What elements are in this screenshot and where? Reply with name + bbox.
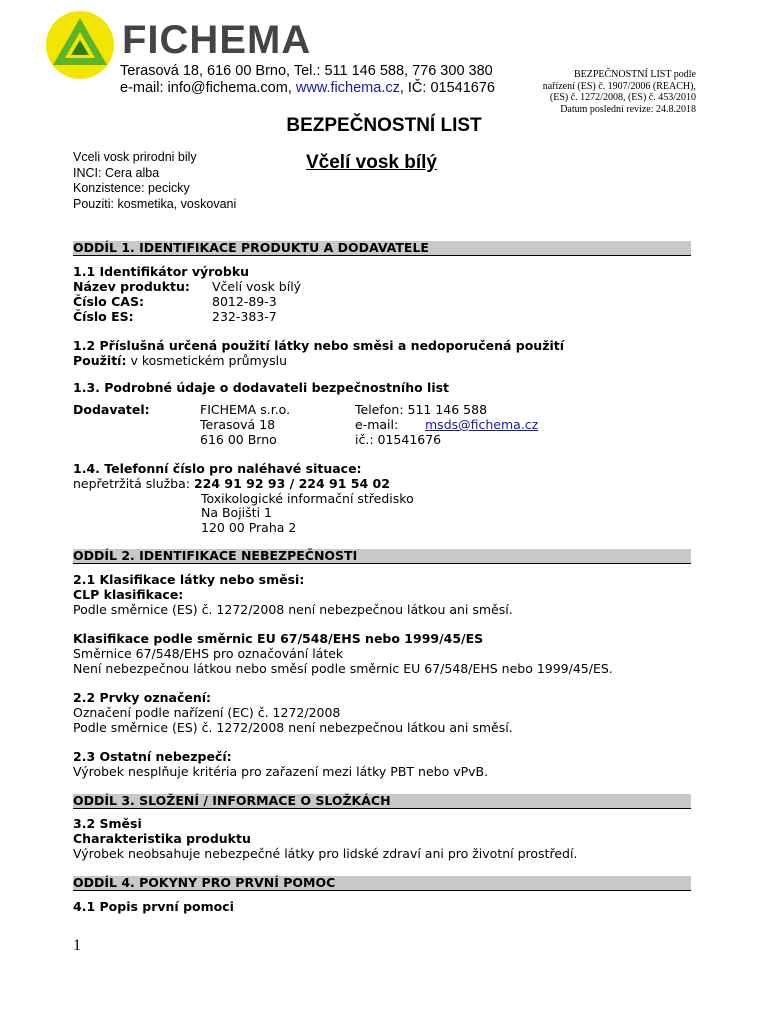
section-3-header: ODDÍL 3. SLOŽENÍ / INFORMACE O SLOŽKÁCH (73, 794, 691, 809)
product-title: Včelí vosk bílý (306, 152, 437, 173)
page-number: 1 (73, 937, 81, 954)
use-value: v kosmetickém průmyslu (126, 353, 287, 368)
regulation-line: nařízení (ES) č. 1907/2006 (REACH), (542, 80, 696, 92)
product-info (73, 150, 236, 212)
product-info-line: Vceli vosk prirodni bily (73, 150, 197, 164)
document-title: BEZPEČNOSTNÍ LIST (286, 115, 482, 136)
revision-date: Datum poslední revize: 24.8.2018 (560, 103, 696, 115)
supplier-city: 616 00 Brno (200, 432, 277, 447)
use-line (73, 353, 287, 368)
characteristics-heading: Charakteristika produktu (73, 831, 251, 846)
eu-line: Směrnice 67/548/EHS pro označování látek (73, 646, 344, 661)
product-info-line: INCI: Cera alba (73, 165, 160, 180)
other-hazards-text: Výrobek nesplňuje kritéria pro zařazení mezi látky PBT nebo vPvB. (73, 764, 489, 779)
emergency-line (73, 476, 390, 491)
website-link[interactable]: www.fichema.cz (295, 80, 400, 96)
emergency-numbers: 224 91 92 93 / 224 91 54 02 (193, 476, 390, 491)
brand-name: FICHEMA (122, 18, 312, 62)
supplier-name: FICHEMA s.r.o. (200, 402, 291, 417)
heading-1-4: 1.4. Telefonní číslo pro naléhavé situace: (73, 461, 362, 476)
label-line: Označení podle nařízení (EC) č. 1272/2008 (73, 705, 341, 720)
section-2-header: ODDÍL 2. IDENTIFIKACE NEBEZPEČNOSTI (73, 549, 691, 564)
heading-4-1: 4.1 Popis první pomoci (73, 899, 234, 914)
email-text: e-mail: info@fichema.com, (120, 80, 296, 96)
heading-1-2: 1.2 Příslušná určená použití látky nebo směsi a nedoporučená použití (73, 338, 565, 353)
es-value: 232-383-7 (212, 309, 277, 324)
heading-2-3: 2.3 Ostatní nebezpečí: (73, 749, 232, 764)
tox-center-name: Toxikologické informační středisko (201, 491, 414, 506)
clp-text: Podle směrnice (ES) č. 1272/2008 není nebezpečnou látkou ani směsí. (73, 602, 513, 617)
supplier-email-label: e-mail: (355, 417, 399, 432)
fichema-logo (45, 10, 115, 80)
supplier-phone: Telefon: 511 146 588 (355, 402, 488, 417)
supplier-email-link[interactable]: msds@fichema.cz (425, 417, 539, 432)
tox-center-street: Na Bojišti 1 (201, 505, 272, 520)
emergency-label: nepřetržitá služba: (73, 476, 190, 491)
es-label: Číslo ES: (73, 309, 134, 324)
heading-2-2: 2.2 Prvky označení: (73, 690, 212, 705)
label-line: Podle směrnice (ES) č. 1272/2008 není nebezpečnou látkou ani směsí. (73, 720, 513, 735)
product-name-label: Název produktu: (73, 279, 190, 294)
regulation-line: BEZPEČNOSTNÍ LIST podle (573, 69, 696, 80)
heading-1-3: 1.3. Podrobné údaje o dodavateli bezpečnostního list (73, 380, 450, 395)
product-info-line: Konzistence: pecicky (73, 181, 190, 195)
regulation-note (543, 69, 696, 115)
supplier-street: Terasová 18 (200, 417, 276, 432)
product-name-value: Včelí vosk bílý (212, 279, 302, 294)
ico-text: , IČ: 01541676 (399, 80, 495, 96)
heading-2-1: 2.1 Klasifikace látky nebo směsi: (73, 572, 305, 587)
supplier-label: Dodavatel: (73, 402, 150, 417)
regulation-line: (ES) č. 1272/2008, (ES) č. 453/2010 (549, 92, 696, 103)
product-info-line: Pouziti: kosmetika, voskovani (73, 196, 237, 211)
section-4-header: ODDÍL 4. POKYNY PRO PRVNÍ POMOC (73, 876, 691, 891)
cas-value: 8012-89-3 (212, 294, 277, 309)
tox-center-city: 120 00 Praha 2 (201, 520, 297, 535)
clp-heading: CLP klasifikace: (73, 587, 184, 602)
use-label: Použití: (73, 353, 127, 368)
eu-line: Není nebezpečnou látkou nebo směsí podle směrnic EU 67/548/EHS nebo 1999/45/ES. (73, 661, 613, 676)
heading-3-2: 3.2 Směsi (73, 816, 142, 831)
supplier-ico: ič.: 01541676 (355, 432, 442, 447)
eu-heading: Klasifikace podle směrnic EU 67/548/EHS nebo 1999/45/ES (73, 631, 484, 646)
characteristics-text: Výrobek neobsahuje nebezpečné látky pro lidské zdraví ani pro životní prostředí. (73, 846, 578, 861)
heading-1-1: 1.1 Identifikátor výrobku (73, 264, 250, 279)
section-1-header: ODDÍL 1. IDENTIFIKACE PRODUKTU A DODAVATELE (73, 241, 691, 256)
company-contact (120, 80, 495, 97)
company-address: Terasová 18, 616 00 Brno, Tel.: 511 146 588, 776 300 380 (120, 63, 493, 79)
cas-label: Číslo CAS: (73, 294, 144, 309)
